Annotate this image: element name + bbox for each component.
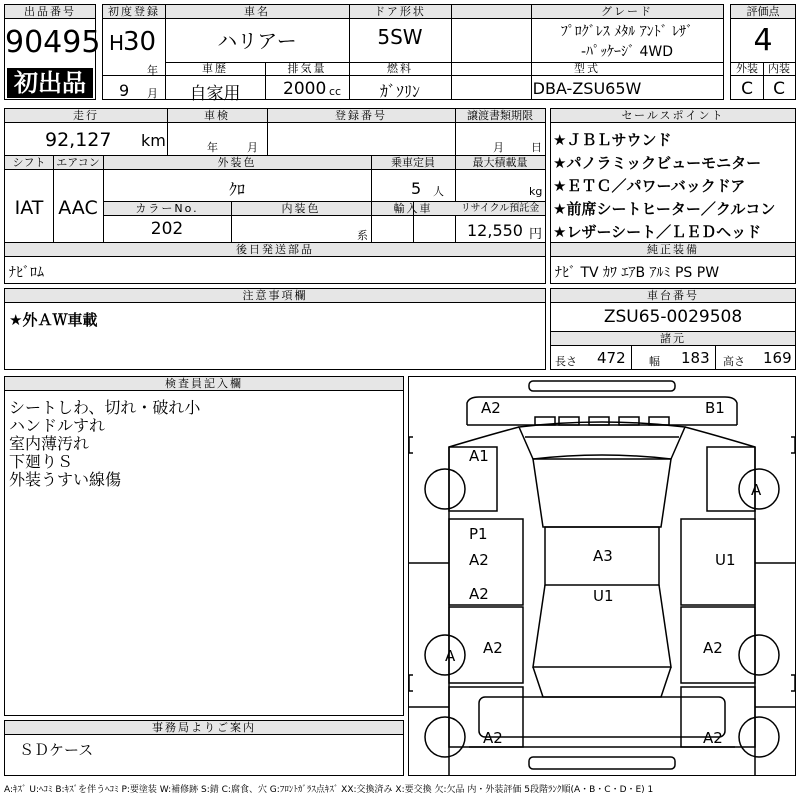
width-label: 幅 bbox=[649, 355, 660, 368]
inspection-label: 車検 bbox=[204, 109, 230, 122]
mark-rear-right-panel: A2 bbox=[703, 639, 723, 657]
inspector-line-4: 下廻りＳ bbox=[9, 452, 74, 471]
chassis-box bbox=[550, 288, 796, 370]
load-unit: kg bbox=[529, 185, 543, 198]
equipment-label: 純正装備 bbox=[647, 243, 699, 256]
vehicle-header-box bbox=[102, 4, 724, 104]
capacity: 5 bbox=[411, 179, 422, 198]
sales-point-1: ★ＪＢＬサウンド bbox=[553, 131, 672, 149]
ac: AAC bbox=[58, 197, 98, 219]
sales-point-2: ★パノラミックビューモニター bbox=[553, 154, 762, 172]
model: DBA-ZSU65W bbox=[532, 79, 642, 98]
recycle-unit: 円 bbox=[529, 227, 543, 242]
model-label: 型式 bbox=[574, 62, 600, 75]
mark-wheel-front-right: A bbox=[751, 481, 762, 499]
first-listing-badge: 初出品 bbox=[7, 68, 93, 98]
car-name: ハリアー bbox=[217, 29, 297, 53]
color-number: 202 bbox=[150, 219, 184, 239]
inspector-label: 検査員記入欄 bbox=[165, 377, 243, 390]
length: 472 bbox=[597, 349, 626, 367]
chassis-label: 車台番号 bbox=[647, 289, 699, 302]
mileage-unit: km bbox=[141, 131, 166, 150]
transfer-day-unit: 日 bbox=[531, 141, 542, 154]
mileage: 92,127 bbox=[45, 129, 112, 151]
inspector-line-2: ハンドルすれ bbox=[9, 416, 106, 435]
history-label: 車歴 bbox=[202, 62, 228, 75]
interior-label: 内装 bbox=[768, 62, 790, 75]
insp-year-unit: 年 bbox=[207, 141, 218, 154]
sales-point-4: ★前席シートヒーター／クルコン bbox=[553, 200, 776, 218]
height: 169 bbox=[763, 349, 792, 367]
era: H bbox=[109, 31, 125, 55]
displacement-unit: cc bbox=[329, 85, 342, 98]
transfer-month-unit: 月 bbox=[493, 141, 504, 154]
history: 自家用 bbox=[189, 84, 241, 104]
score-box bbox=[730, 4, 796, 100]
color-label: 外装色 bbox=[217, 156, 257, 169]
notes-label: 注意事項欄 bbox=[242, 289, 308, 302]
door-type: 5SW bbox=[377, 25, 423, 49]
score: 4 bbox=[753, 23, 773, 58]
mark-rear-bottom-right: A2 bbox=[703, 729, 723, 747]
insp-month-unit: 月 bbox=[247, 141, 258, 154]
office-text: ＳＤケース bbox=[19, 741, 94, 759]
exterior-label: 外装 bbox=[736, 62, 758, 75]
later-parts: ﾅﾋﾞﾛﾑ bbox=[9, 265, 44, 281]
transfer-label: 譲渡書類期限 bbox=[467, 109, 533, 122]
notes-box bbox=[4, 288, 546, 370]
month: 9 bbox=[119, 81, 130, 100]
recycle-label: リサイクル預託金 bbox=[460, 203, 540, 214]
later-parts-label: 後日発送部品 bbox=[236, 243, 314, 256]
year-unit: 年 bbox=[147, 64, 158, 77]
mileage-label: 走行 bbox=[73, 109, 99, 122]
fuel: ｶﾞｿﾘﾝ bbox=[379, 82, 420, 101]
mark-roof-rear: U1 bbox=[593, 587, 614, 605]
interior-color-label: 内装色 bbox=[281, 202, 321, 215]
sales-point-3: ★ＥＴＣ／パワーバックドア bbox=[553, 177, 746, 195]
lot-number: 90495 bbox=[5, 25, 101, 60]
displacement-label: 排気量 bbox=[287, 62, 327, 75]
shift-label: シフト bbox=[12, 156, 46, 169]
sales-points-box bbox=[550, 108, 796, 284]
mark-door-rear-left: A2 bbox=[469, 585, 489, 603]
office-label: 事務局よりご案内 bbox=[152, 721, 256, 734]
capacity-unit: 人 bbox=[433, 185, 444, 198]
fuel-label: 燃料 bbox=[387, 62, 413, 75]
ac-label: エアコン bbox=[56, 156, 100, 169]
body-color: ｸﾛ bbox=[228, 180, 245, 199]
displacement: 2000 bbox=[283, 79, 327, 99]
interior-grade: C bbox=[773, 79, 785, 99]
height-label: 高さ bbox=[723, 355, 745, 368]
dims-label: 諸元 bbox=[660, 332, 686, 345]
lot-label: 出品番号 bbox=[24, 5, 76, 18]
mark-roof: A3 bbox=[593, 547, 613, 565]
inspector-line-1: シートしわ、切れ・破れ小 bbox=[9, 398, 201, 417]
notes-text: ★外ＡＷ車載 bbox=[9, 311, 98, 329]
legend: A:ｷｽﾞ U:ﾍｺﾐ B:ｷｽﾞを伴うﾍｺﾐ P:要塗装 W:補修跡 S:錆 C:腐食、穴 G:ﾌﾛﾝﾄｶﾞﾗｽ点ｷｽﾞ XX:交換済み X:要交換 欠:欠品 内・外装評価 5段階ﾗﾝｸ順(A・B・C・D・E) 1 bbox=[4, 785, 654, 795]
year: 30 bbox=[123, 27, 157, 57]
mark-fender-left: A1 bbox=[469, 447, 489, 465]
interior-color-unit: 系 bbox=[357, 229, 368, 242]
car-name-label: 車名 bbox=[244, 5, 270, 18]
recycle-fee: 12,550 bbox=[467, 221, 523, 240]
month-unit: 月 bbox=[147, 87, 158, 100]
score-label: 評価点 bbox=[746, 5, 780, 18]
grade-line2: -ﾊﾟｯｹｰｼﾞ 4WD bbox=[580, 44, 674, 60]
mark-rear-bottom-left: A2 bbox=[483, 729, 503, 747]
mark-door-front-right: U1 bbox=[715, 551, 736, 569]
car-diagram bbox=[408, 376, 796, 776]
width: 183 bbox=[681, 349, 710, 367]
color-no-label: カラーNo. bbox=[135, 202, 199, 215]
specs-box bbox=[4, 108, 546, 284]
office-box bbox=[4, 720, 404, 776]
import-label: 輸入車 bbox=[393, 202, 433, 215]
inspector-line-3: 室内薄汚れ bbox=[9, 434, 90, 453]
sales-points-label: セールスポイント bbox=[621, 109, 725, 122]
door-label: ドア形状 bbox=[374, 5, 426, 18]
mark-front-right: B1 bbox=[705, 399, 725, 417]
chassis-number: ZSU65-0029508 bbox=[603, 307, 743, 327]
exterior-grade: C bbox=[741, 79, 753, 99]
car-outline bbox=[409, 377, 795, 775]
load-label: 最大積載量 bbox=[472, 156, 528, 169]
mark-wheel-rear-left: A bbox=[445, 647, 456, 665]
plate-label: 登録番号 bbox=[335, 109, 387, 122]
inspector-line-5: 外装うすい線傷 bbox=[9, 470, 122, 489]
grade-line1: ﾌﾟﾛｸﾞﾚｽ ﾒﾀﾙ ｱﾝﾄﾞ ﾚｻﾞ bbox=[560, 24, 694, 40]
mark-door-front-left: A2 bbox=[469, 551, 489, 569]
mark-rear-left-panel: A2 bbox=[483, 639, 503, 657]
capacity-label: 乗車定員 bbox=[391, 156, 435, 169]
mark-door-front-left-top: P1 bbox=[469, 525, 488, 543]
mark-front-left: A2 bbox=[481, 399, 501, 417]
reg-label: 初度登録 bbox=[108, 5, 160, 18]
lot-box bbox=[4, 4, 101, 100]
sales-point-5: ★レザーシート／ＬＥＤヘッド bbox=[553, 223, 762, 241]
inspector-box bbox=[4, 376, 404, 716]
shift: IAT bbox=[14, 197, 44, 219]
equipment: ﾅﾋﾞ TV ｶﾜ ｴｱB ｱﾙﾐ PS PW bbox=[555, 265, 720, 281]
grade-label: グレード bbox=[601, 5, 653, 18]
length-label: 長さ bbox=[555, 355, 577, 368]
